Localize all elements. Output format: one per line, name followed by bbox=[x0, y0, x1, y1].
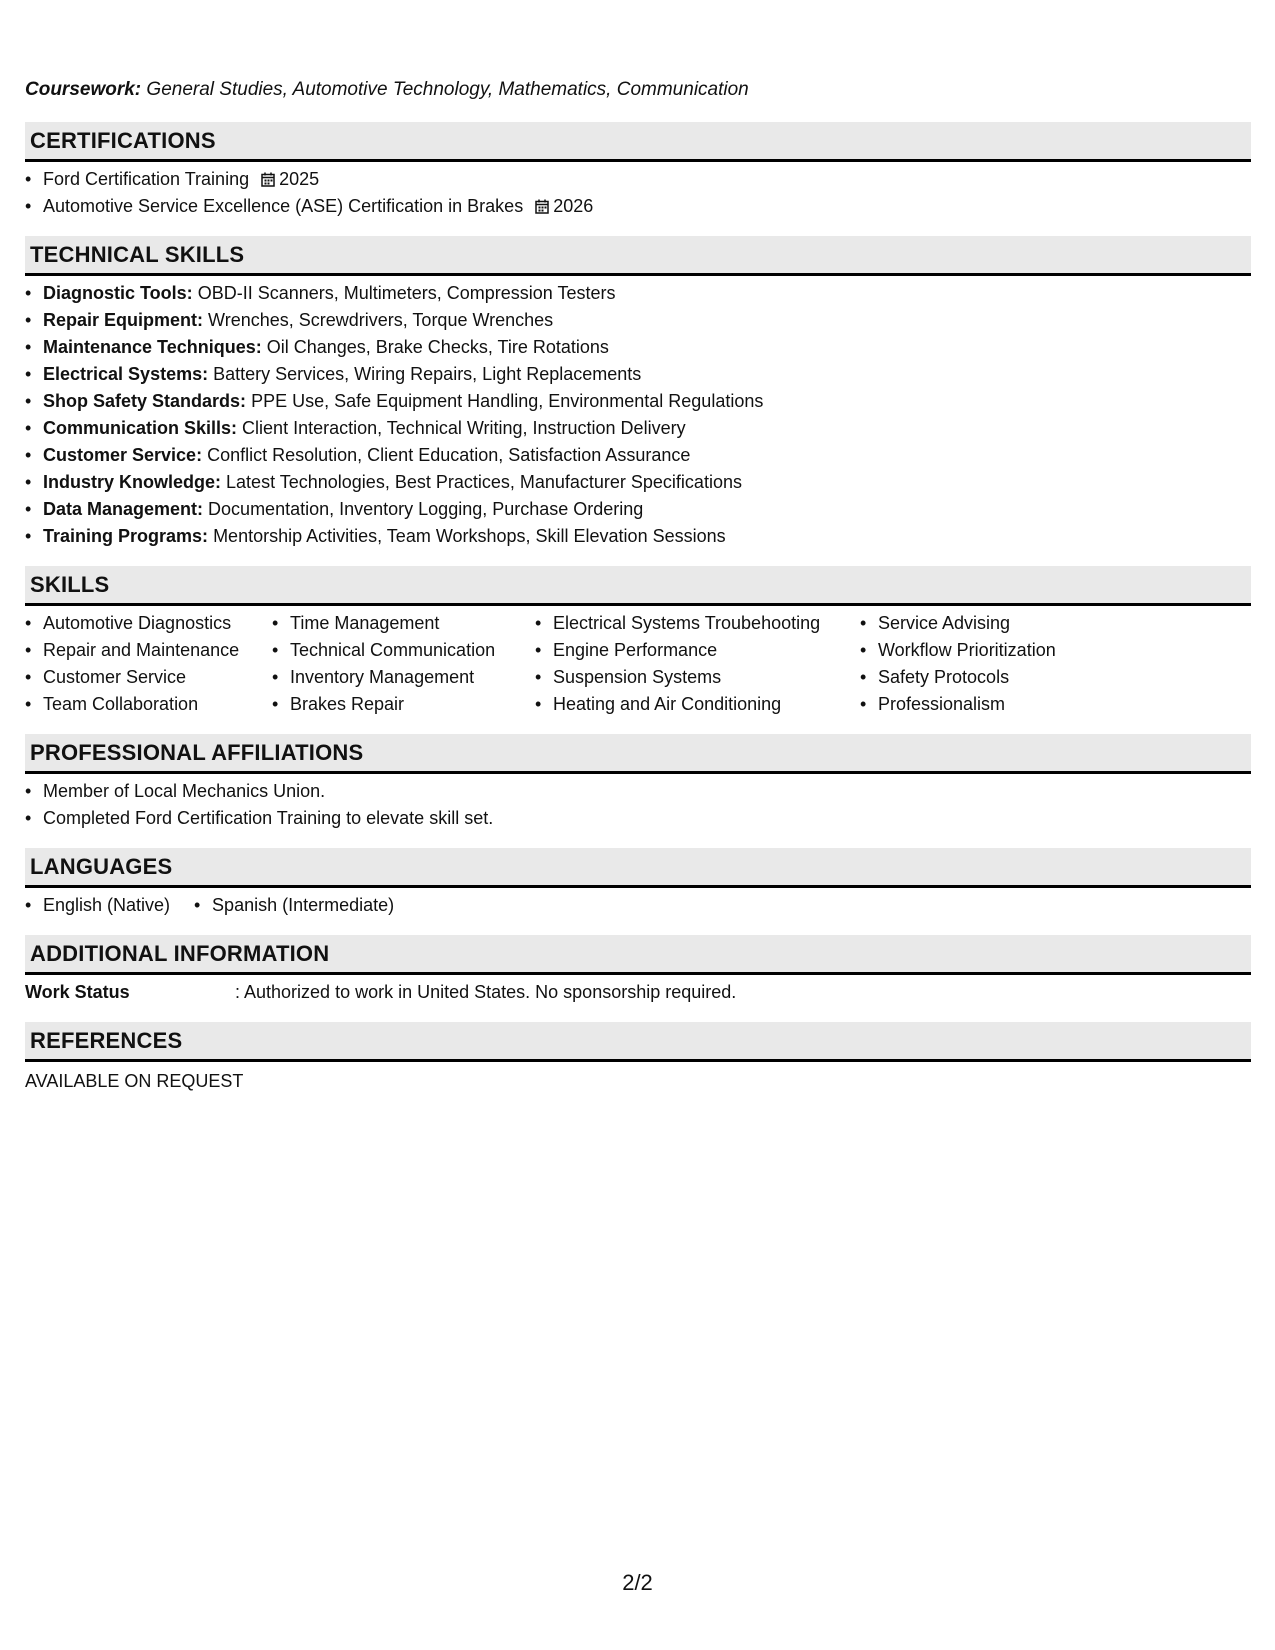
skills-column bbox=[535, 610, 860, 718]
affiliations-section bbox=[25, 734, 1251, 832]
list-item: • Professionalism bbox=[860, 691, 1160, 718]
languages-list bbox=[25, 892, 1251, 919]
list-item bbox=[25, 166, 1251, 193]
skill-category: Electrical Systems: bbox=[43, 364, 209, 384]
certification-name: Ford Certification Training bbox=[43, 169, 250, 189]
list-item: • Member of Local Mechanics Union. bbox=[25, 778, 1251, 805]
list-item: • Electrical Systems Troubehooting bbox=[535, 610, 860, 637]
skill-detail: Mentorship Activities, Team Workshops, Skill Elevation Sessions bbox=[213, 526, 726, 546]
coursework-line bbox=[25, 78, 1251, 102]
references-text: AVAILABLE ON REQUEST bbox=[25, 1071, 244, 1091]
list-item bbox=[25, 388, 1251, 415]
skill-category: Shop Safety Standards: bbox=[43, 391, 247, 411]
list-item: • Heating and Air Conditioning bbox=[535, 691, 860, 718]
skill-detail: Client Interaction, Technical Writing, Instruction Delivery bbox=[242, 418, 686, 438]
skill-detail: PPE Use, Safe Equipment Handling, Environmental Regulations bbox=[251, 391, 764, 411]
list-item: • English (Native) bbox=[25, 892, 170, 919]
list-item bbox=[25, 334, 1251, 361]
certification-name: Automotive Service Excellence (ASE) Certification in Brakes bbox=[43, 196, 524, 216]
certifications-heading: CERTIFICATIONS bbox=[25, 122, 1251, 162]
list-item bbox=[25, 193, 1251, 220]
skill-category: Data Management: bbox=[43, 499, 204, 519]
skill-detail: Battery Services, Wiring Repairs, Light Replacements bbox=[213, 364, 642, 384]
list-item: • Time Management bbox=[272, 610, 535, 637]
page-number: 2/2 bbox=[622, 1570, 653, 1595]
list-item bbox=[25, 496, 1251, 523]
languages-heading: LANGUAGES bbox=[25, 848, 1251, 888]
skills-column bbox=[25, 610, 272, 718]
certification-year: 2025 bbox=[279, 169, 320, 189]
skills-column bbox=[272, 610, 535, 718]
calendar-icon bbox=[261, 172, 275, 187]
technical-skills-heading: TECHNICAL SKILLS bbox=[25, 236, 1251, 276]
skill-detail: Latest Technologies, Best Practices, Manufacturer Specifications bbox=[226, 472, 742, 492]
list-item: • Team Collaboration bbox=[25, 691, 272, 718]
skills-section bbox=[25, 566, 1251, 718]
list-item: • Technical Communication bbox=[272, 637, 535, 664]
work-status-label: Work Status bbox=[25, 982, 130, 1002]
skill-category: Training Programs: bbox=[43, 526, 209, 546]
affiliations-heading: PROFESSIONAL AFFILIATIONS bbox=[25, 734, 1251, 774]
skill-category: Customer Service: bbox=[43, 445, 203, 465]
skill-category: Repair Equipment: bbox=[43, 310, 204, 330]
list-item: • Completed Ford Certification Training to elevate skill set. bbox=[25, 805, 1251, 832]
resume-page bbox=[25, 78, 1251, 1111]
technical-skills-section bbox=[25, 236, 1251, 550]
languages-section bbox=[25, 848, 1251, 919]
certification-year: 2026 bbox=[553, 196, 594, 216]
certifications-section bbox=[25, 122, 1251, 220]
skill-category: Diagnostic Tools: bbox=[43, 283, 193, 303]
list-item: • Spanish (Intermediate) bbox=[194, 892, 394, 919]
skill-category: Maintenance Techniques: bbox=[43, 337, 262, 357]
list-item: • Automotive Diagnostics bbox=[25, 610, 272, 637]
list-item: • Inventory Management bbox=[272, 664, 535, 691]
list-item bbox=[25, 469, 1251, 496]
affiliations-list bbox=[25, 778, 1251, 832]
list-item: • Repair and Maintenance bbox=[25, 637, 272, 664]
list-item bbox=[25, 307, 1251, 334]
skills-columns bbox=[25, 610, 1251, 718]
work-status-value: : Authorized to work in United States. No sponsorship required. bbox=[235, 982, 737, 1002]
skill-detail: Documentation, Inventory Logging, Purchase Ordering bbox=[208, 499, 644, 519]
skill-category: Industry Knowledge: bbox=[43, 472, 222, 492]
coursework-text: General Studies, Automotive Technology, Mathematics, Communication bbox=[146, 79, 749, 100]
work-status-row bbox=[25, 979, 1251, 1006]
list-item: • Suspension Systems bbox=[535, 664, 860, 691]
additional-info-heading: ADDITIONAL INFORMATION bbox=[25, 935, 1251, 975]
list-item: • Workflow Prioritization bbox=[860, 637, 1160, 664]
list-item: • Engine Performance bbox=[535, 637, 860, 664]
coursework-label: Coursework: bbox=[25, 79, 142, 100]
skills-heading: SKILLS bbox=[25, 566, 1251, 606]
list-item: • Brakes Repair bbox=[272, 691, 535, 718]
skill-detail: Oil Changes, Brake Checks, Tire Rotations bbox=[266, 337, 609, 357]
technical-skills-list bbox=[25, 280, 1251, 550]
skill-detail: Wrenches, Screwdrivers, Torque Wrenches bbox=[208, 310, 554, 330]
additional-info-section bbox=[25, 935, 1251, 1006]
skill-detail: OBD-II Scanners, Multimeters, Compression Testers bbox=[197, 283, 616, 303]
list-item: • Service Advising bbox=[860, 610, 1160, 637]
list-item: • Customer Service bbox=[25, 664, 272, 691]
skills-column bbox=[860, 610, 1160, 718]
skill-detail: Conflict Resolution, Client Education, Satisfaction Assurance bbox=[207, 445, 691, 465]
references-section bbox=[25, 1022, 1251, 1095]
skill-category: Communication Skills: bbox=[43, 418, 238, 438]
list-item bbox=[25, 523, 1251, 550]
list-item: • Safety Protocols bbox=[860, 664, 1160, 691]
calendar-icon bbox=[535, 199, 549, 214]
list-item bbox=[25, 442, 1251, 469]
list-item bbox=[25, 361, 1251, 388]
certifications-list bbox=[25, 166, 1251, 220]
references-heading: REFERENCES bbox=[25, 1022, 1251, 1062]
list-item bbox=[25, 280, 1251, 307]
list-item bbox=[25, 415, 1251, 442]
